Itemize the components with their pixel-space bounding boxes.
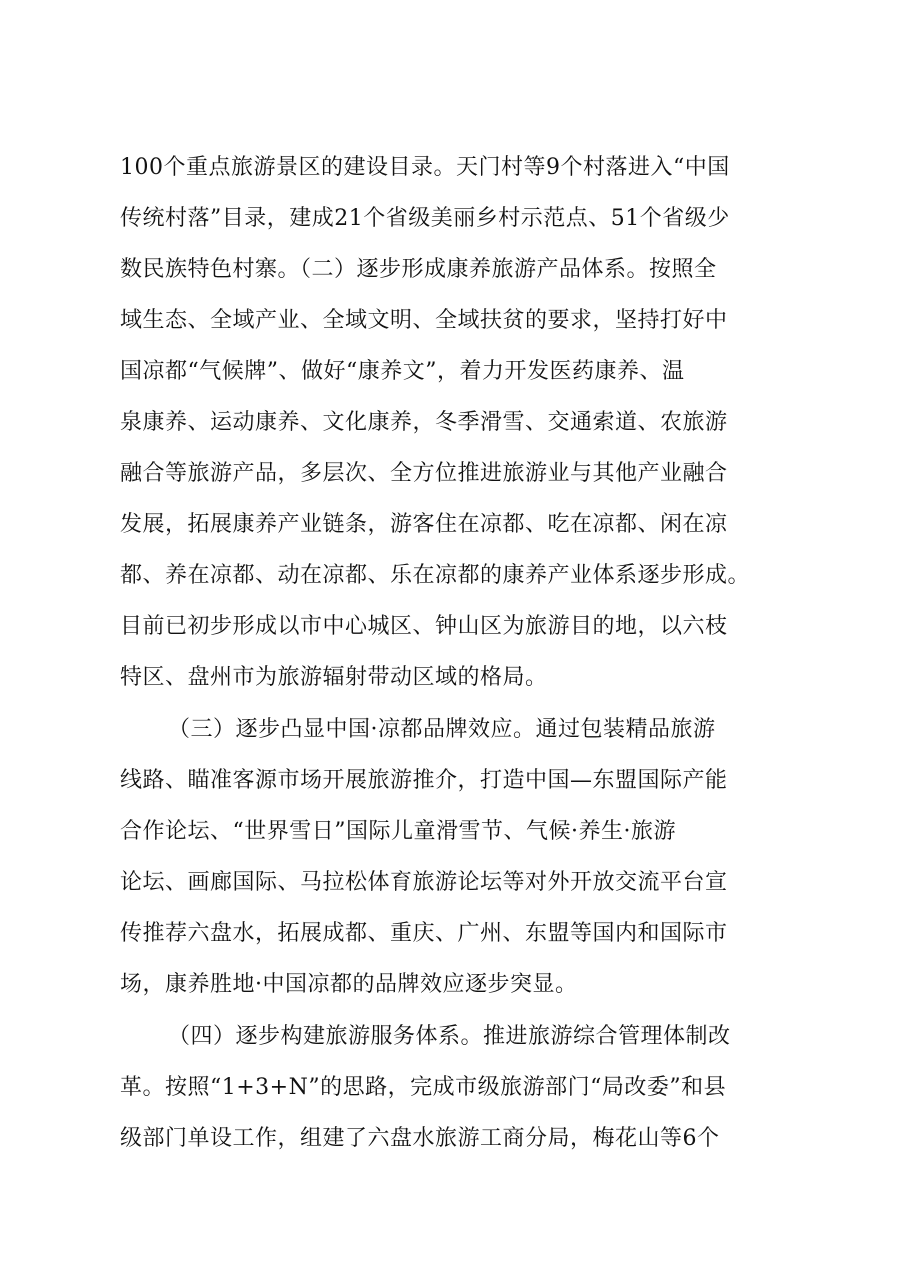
text-line: 数民族特色村寨。（二）逐步形成康养旅游产品体系。按照全 — [120, 257, 717, 282]
text-line: 目前已初步形成以市中心城区、钟山区为旅游目的地，以六枝 — [120, 614, 728, 639]
text-line: 都、养在凉都、动在凉都、乐在凉都的康养产业体系逐步形成。 — [120, 563, 751, 588]
text-line: 融合等旅游产品，多层次、全方位推进旅游业与其他产业融合 — [120, 461, 728, 486]
text-line: 场，康养胜地·中国凉都的品牌效应逐步突显。 — [120, 972, 578, 997]
paragraph-start-line: （四）逐步构建旅游服务体系。推进旅游综合管理体制改 — [168, 1024, 731, 1049]
text-line: 域生态、全域产业、全域文明、全域扶贫的要求，坚持打好中 — [120, 308, 728, 333]
text-line: 合作论坛、“世界雪日”国际儿童滑雪节、气候·养生·旅游 — [120, 819, 676, 844]
text-line: 泉康养、运动康养、文化康养，冬季滑雪、交通索道、农旅游 — [120, 410, 728, 435]
text-line: 100个重点旅游景区的建设目录。天门村等9个村落进入“中国 — [120, 155, 730, 180]
text-line: 级部门单设工作，组建了六盘水旅游工商分局，梅花山等6个 — [120, 1126, 720, 1151]
text-line: 发展，拓展康养产业链条，游客住在凉都、吃在凉都、闲在凉 — [120, 512, 728, 537]
text-line: 传统村落”目录，建成21个省级美丽乡村示范点、51个省级少 — [120, 206, 730, 231]
text-line: 论坛、画廊国际、马拉松体育旅游论坛等对外开放交流平台宣 — [120, 870, 728, 895]
text-line: 革。按照“1+3+N”的思路，完成市级旅游部门“局改委”和县 — [120, 1075, 727, 1100]
text-line: 线路、瞄准客源市场开展旅游推介，打造中国—东盟国际产能 — [120, 768, 728, 793]
text-line: 传推荐六盘水，拓展成都、重庆、广州、东盟等国内和国际市 — [120, 921, 728, 946]
text-line: 特区、盘州市为旅游辐射带动区域的格局。 — [120, 665, 548, 690]
paragraph-start-line: （三）逐步凸显中国·凉都品牌效应。通过包装精品旅游 — [168, 717, 716, 742]
text-line: 国凉都“气候牌”、做好“康养文”，着力开发医药康养、温 — [120, 359, 685, 384]
